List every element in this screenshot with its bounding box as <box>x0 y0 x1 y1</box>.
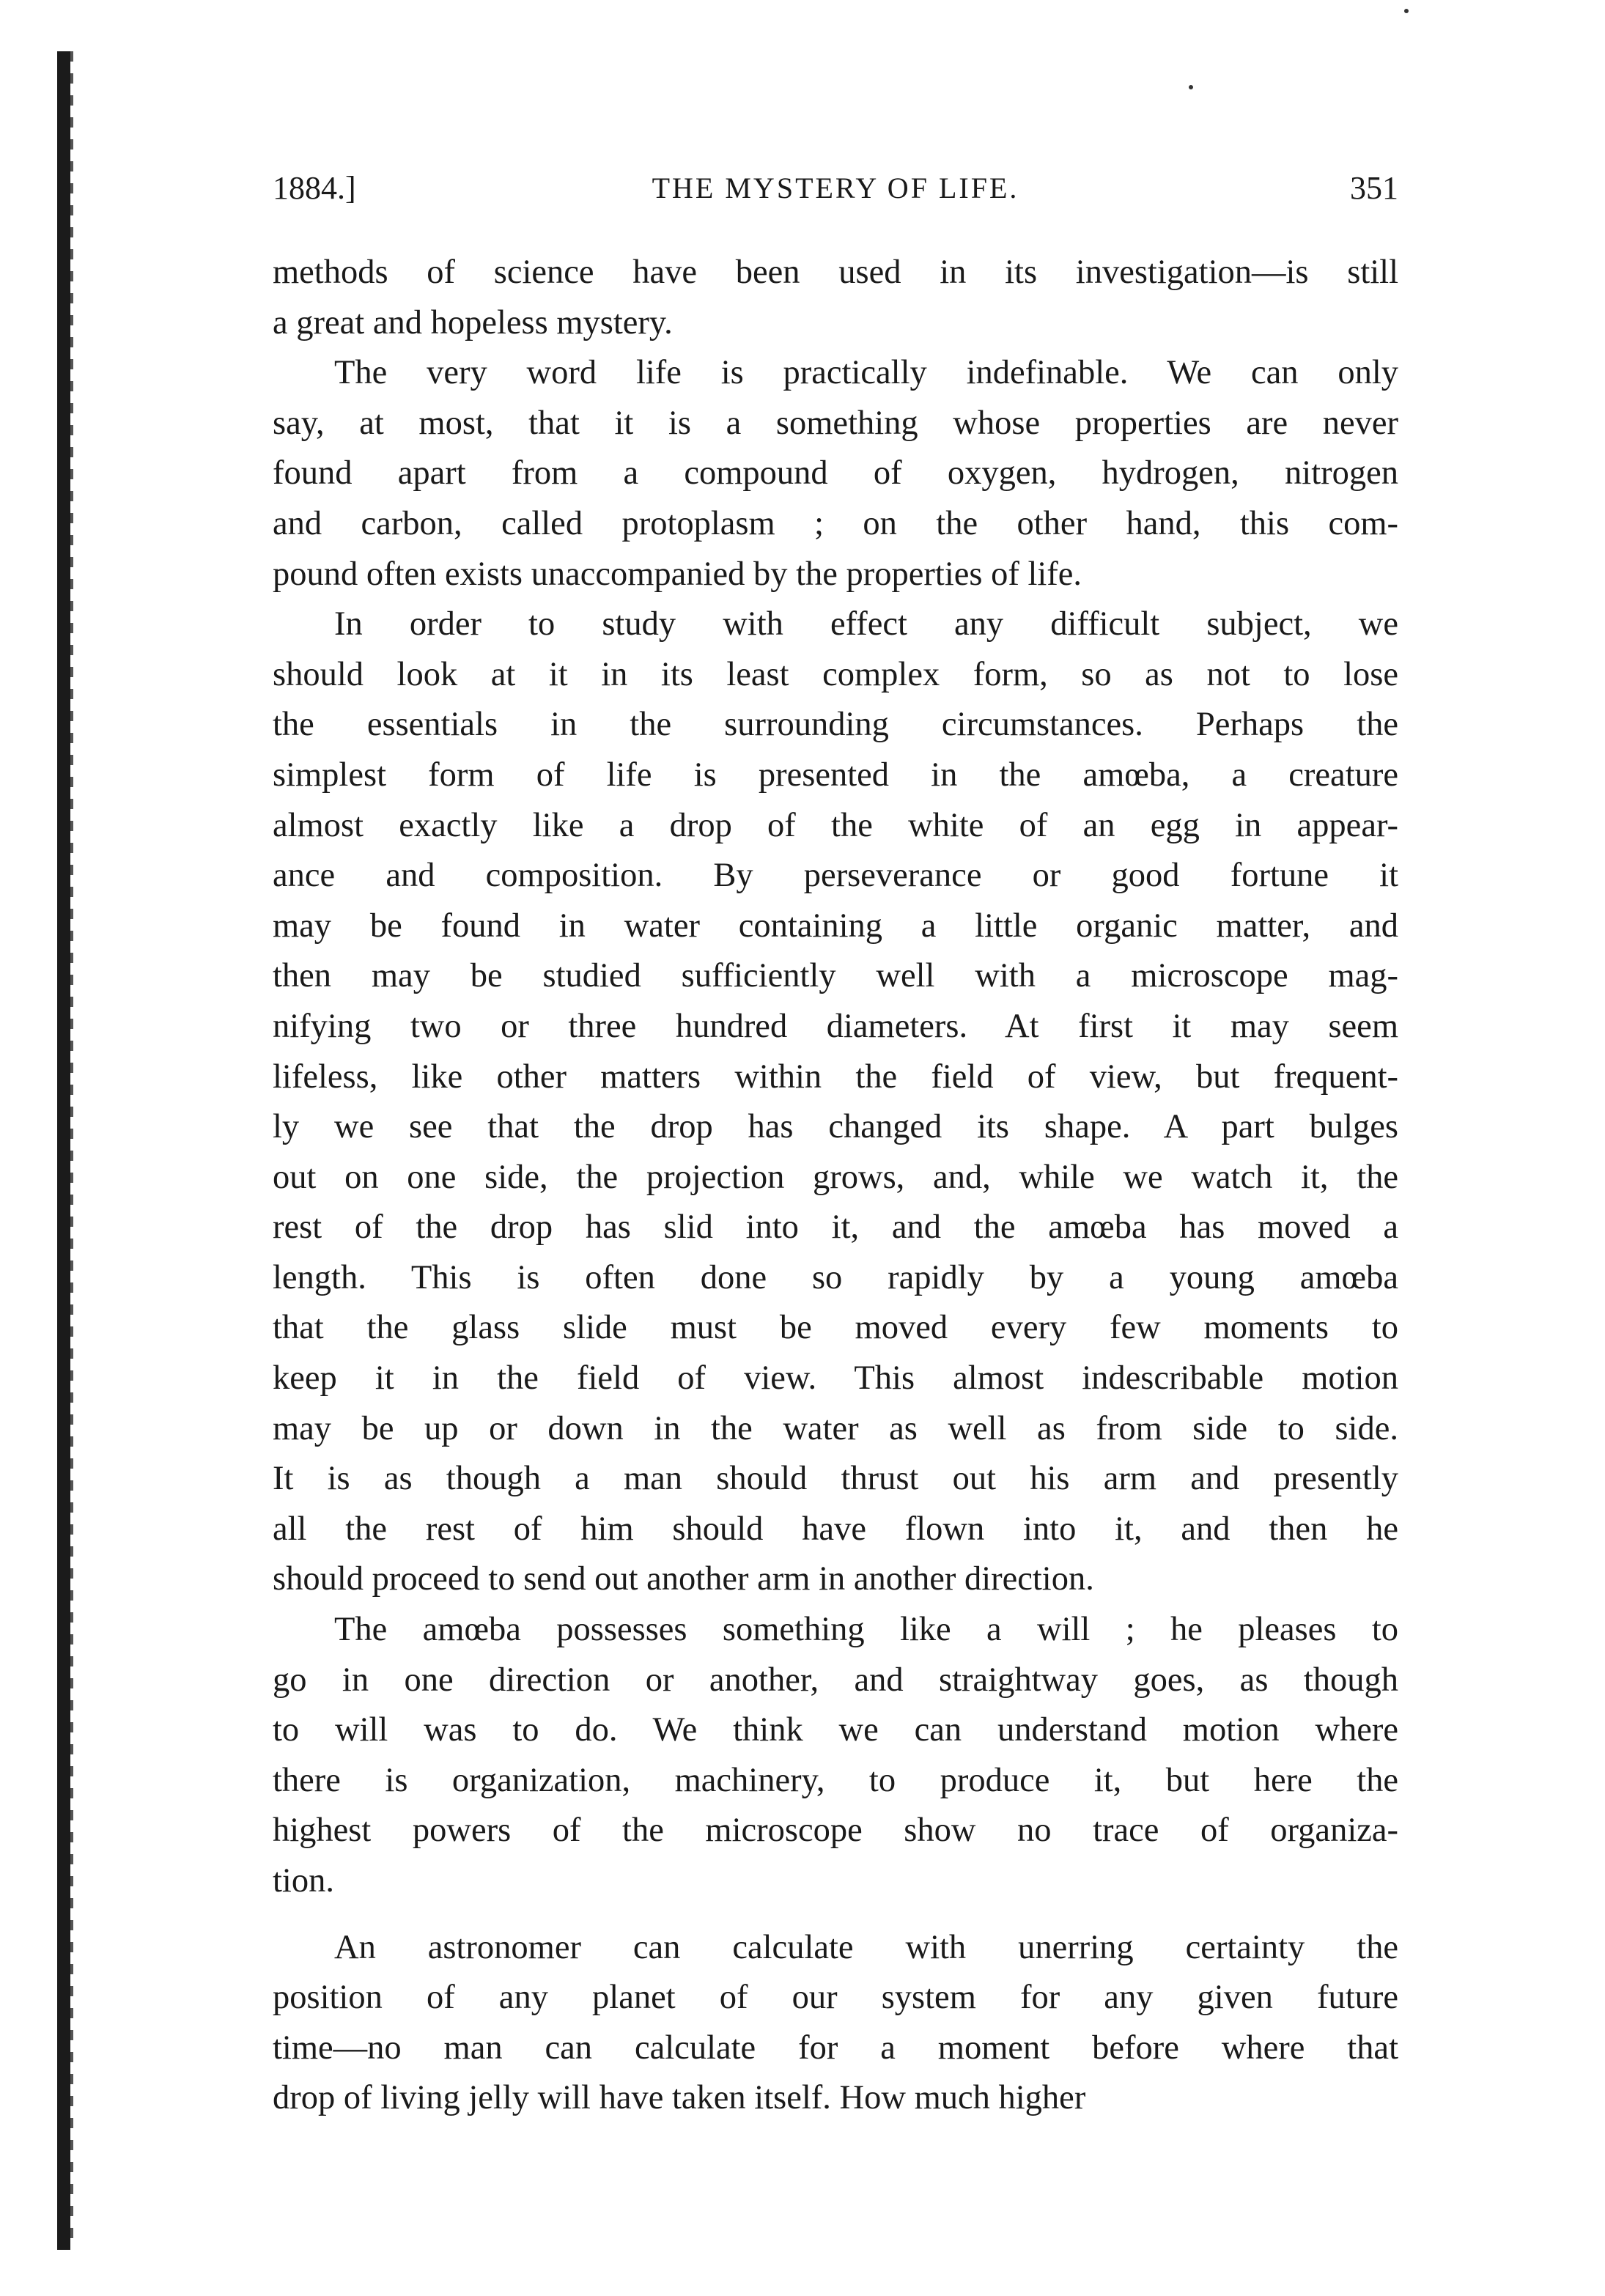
text-line: a great and hopeless mystery. <box>273 303 673 342</box>
text-line: An astronomer can calculate with unerring certainty the <box>334 1928 1398 1966</box>
text-line: then may be studied sufficiently well with a microscope mag- <box>273 957 1398 995</box>
text-line: drop of living jelly will have taken itself. How much higher <box>273 2079 1086 2117</box>
text-line: go in one direction or another, and straightway goes, as though <box>273 1661 1398 1699</box>
text-line: found apart from a compound of oxygen, hydrogen, nitrogen <box>273 454 1398 492</box>
text-line: and carbon, called protoplasm ; on the other hand, this com- <box>273 504 1398 542</box>
text-line: The very word life is practically indefinable. We can only <box>334 354 1398 392</box>
text-line: should look at it in its least complex form, so as not to lose <box>273 655 1398 693</box>
running-head <box>273 163 1398 214</box>
text-line: time—no man can calculate for a moment before where that <box>273 2029 1398 2067</box>
text-line: tion. <box>273 1862 334 1900</box>
text-line: out on one side, the projection grows, and, while we watch it, the <box>273 1158 1398 1196</box>
text-line: It is as though a man should thrust out his arm and presently <box>273 1460 1398 1498</box>
text-line: all the rest of him should have flown into it, and then he <box>273 1510 1398 1548</box>
paragraph <box>273 248 1398 348</box>
text-line: rest of the drop has slid into it, and the amœba has moved a <box>273 1208 1398 1247</box>
text-line: In order to study with effect any difficult subject, we <box>334 605 1398 643</box>
paragraph-gap <box>273 1907 1398 1923</box>
text-line: ance and composition. By perseverance or good fortune it <box>273 857 1398 895</box>
paragraph <box>273 1923 1398 2124</box>
text-line: should proceed to send out another arm in another direction. <box>273 1560 1094 1598</box>
paragraph <box>273 599 1398 1605</box>
page-number: 351 <box>1350 170 1398 206</box>
body-text <box>273 248 1398 2124</box>
text-line: methods of science have been used in its investigation—is still <box>273 254 1398 291</box>
paragraph <box>273 1605 1398 1907</box>
text-line: to will was to do. We think we can understand motion where <box>273 1711 1398 1749</box>
text-line: say, at most, that it is a something whose properties are never <box>273 404 1398 442</box>
page-binding-edge <box>57 51 70 2250</box>
text-line: The amœba possesses something like a will ; he pleases to <box>334 1611 1398 1649</box>
scan-speck <box>1404 9 1409 13</box>
text-line: may be found in water containing a little organic matter, and <box>273 907 1398 945</box>
paragraph <box>273 348 1398 599</box>
text-line: position of any planet of our system for any given future <box>273 1979 1398 2017</box>
text-line: simplest form of life is presented in the amœba, a creature <box>273 756 1398 794</box>
text-line: almost exactly like a drop of the white of an egg in appear- <box>273 806 1398 844</box>
running-head-year: 1884.] <box>273 170 356 206</box>
text-line: length. This is often done so rapidly by a young amœba <box>273 1258 1398 1296</box>
text-line: that the glass slide must be moved every few moments to <box>273 1309 1398 1347</box>
text-line: keep it in the field of view. This almost indescribable motion <box>273 1359 1398 1398</box>
scan-speck <box>1189 85 1193 89</box>
text-line: nifying two or three hundred diameters. At first it may seem <box>273 1007 1398 1045</box>
text-line: highest powers of the microscope show no trace of organiza- <box>273 1812 1398 1850</box>
text-line: there is organization, machinery, to produce it, but here the <box>273 1761 1398 1799</box>
text-line: may be up or down in the water as well as from side to side. <box>273 1409 1398 1447</box>
running-head-title: THE MYSTERY OF LIFE. <box>652 171 1019 204</box>
text-line: lifeless, like other matters within the field of view, but frequent- <box>273 1057 1398 1096</box>
text-line: pound often exists unaccompanied by the properties of life. <box>273 555 1082 593</box>
text-line: ly we see that the drop has changed its shape. A part bulges <box>273 1108 1398 1146</box>
text-line: the essentials in the surrounding circumstances. Perhaps the <box>273 706 1398 744</box>
